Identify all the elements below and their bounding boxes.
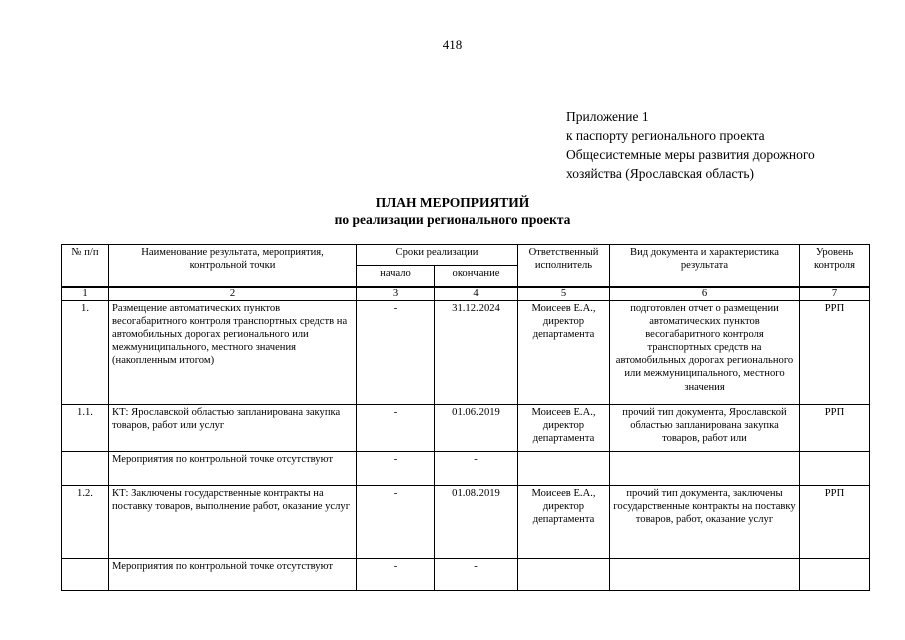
column-number: 6 <box>610 288 800 301</box>
row-control <box>800 452 870 486</box>
row-start: - <box>357 486 435 559</box>
appendix-line: Общесистемные меры развития дорожного <box>566 147 815 162</box>
row-num <box>62 559 109 591</box>
row-start: - <box>357 301 435 405</box>
row-control: РРП <box>800 301 870 405</box>
row-responsible <box>518 452 610 486</box>
row-responsible: Моисеев Е.А., директор департамента <box>518 405 610 452</box>
table-row <box>62 486 870 559</box>
row-num: 1.1. <box>62 405 109 452</box>
header-start: начало <box>357 266 435 287</box>
row-num <box>62 452 109 486</box>
column-number: 3 <box>357 288 435 301</box>
table-row <box>62 301 870 405</box>
row-document <box>610 559 800 591</box>
appendix-line: хозяйства (Ярославская область) <box>566 166 755 181</box>
row-document: подготовлен отчет о размещении автоматических пунктов весогабаритного контроля транспортных средств на автомобильных дорогах регионального или межмуниципального, местного значения <box>610 301 800 405</box>
row-responsible <box>518 559 610 591</box>
row-end: 01.08.2019 <box>435 486 518 559</box>
row-name: Мероприятия по контрольной точке отсутствуют <box>109 452 357 486</box>
title-line-1: ПЛАН МЕРОПРИЯТИЙ <box>375 195 530 210</box>
row-end: 01.06.2019 <box>435 405 518 452</box>
row-num: 1.2. <box>62 486 109 559</box>
row-end: 31.12.2024 <box>435 301 518 405</box>
row-document <box>610 452 800 486</box>
table-row <box>62 559 870 591</box>
row-start: - <box>357 559 435 591</box>
row-num: 1. <box>62 301 109 405</box>
row-name: КТ: Заключены государственные контракты на поставку товаров, выполнение работ, оказание услуг <box>109 486 357 559</box>
table-row <box>62 405 870 452</box>
header-terms: Сроки реализации <box>357 245 518 266</box>
column-number: 7 <box>800 288 870 301</box>
header-document: Вид документа и характеристика результата <box>610 245 800 287</box>
row-responsible: Моисеев Е.А., директор департамента <box>518 301 610 405</box>
page-number: 418 <box>442 37 463 52</box>
row-control: РРП <box>800 486 870 559</box>
appendix-line: к паспорту регионального проекта <box>566 128 765 143</box>
row-name: Размещение автоматических пунктов весогабаритного контроля транспортных средств на автомобильных дорогах регионального или межмуниципального, местного значения (накопленным итогом) <box>109 301 357 405</box>
column-number: 1 <box>62 288 109 301</box>
row-name: КТ: Ярославской областью запланирована закупка товаров, работ или услуг <box>109 405 357 452</box>
header-name: Наименование результата, мероприятия, контрольной точки <box>109 245 357 287</box>
row-end: - <box>435 559 518 591</box>
row-end: - <box>435 452 518 486</box>
header-responsible: Ответственный исполнитель <box>518 245 610 287</box>
row-control <box>800 559 870 591</box>
appendix-line: Приложение 1 <box>566 109 649 124</box>
column-number-row <box>62 288 870 301</box>
header-end: окончание <box>435 266 518 287</box>
header-control: Уровень контроля <box>800 245 870 287</box>
table-row <box>62 452 870 486</box>
document-title <box>0 194 905 228</box>
row-responsible: Моисеев Е.А., директор департамента <box>518 486 610 559</box>
header-num: № п/п <box>62 245 109 287</box>
column-number: 2 <box>109 288 357 301</box>
row-document: прочий тип документа, Ярославской областью запланирована закупка товаров, работ или <box>610 405 800 452</box>
plan-table <box>61 244 870 591</box>
row-control: РРП <box>800 405 870 452</box>
title-line-2: по реализации регионального проекта <box>334 212 571 227</box>
row-start: - <box>357 405 435 452</box>
header-row <box>62 245 870 266</box>
row-start: - <box>357 452 435 486</box>
column-number: 4 <box>435 288 518 301</box>
appendix-block <box>566 107 815 183</box>
row-name: Мероприятия по контрольной точке отсутствуют <box>109 559 357 591</box>
column-number: 5 <box>518 288 610 301</box>
row-document: прочий тип документа, заключены государственные контракты на поставку товаров, работ, оказание услуг <box>610 486 800 559</box>
